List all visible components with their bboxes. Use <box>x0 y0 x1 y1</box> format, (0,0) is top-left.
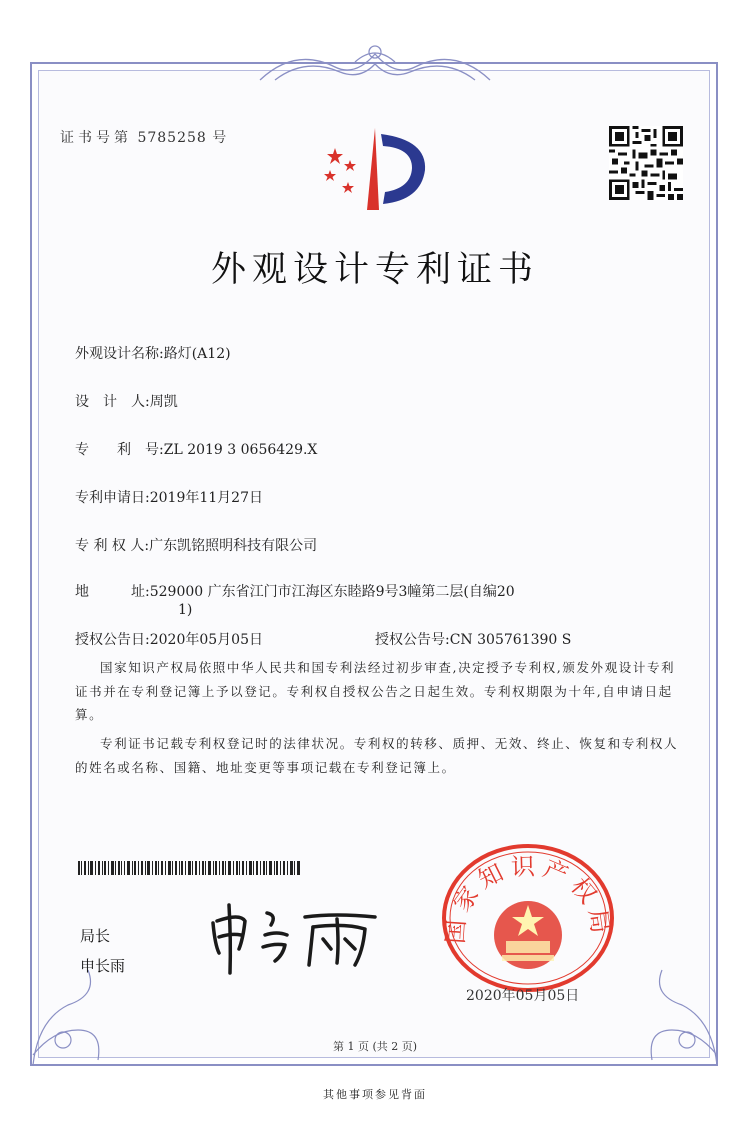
field-value: 2020年05月05日 <box>149 632 263 648</box>
field-patentee <box>75 535 317 555</box>
field-label: 专 利 权 人: <box>75 538 150 554</box>
field-value: CN 305761390 S <box>449 632 572 648</box>
field-label: 外观设计名称: <box>75 346 164 362</box>
field-label: 专利申请日: <box>75 490 150 506</box>
seal-text-path: 国家知识产权局 <box>441 852 616 945</box>
footer-note: 其他事项参见背面 <box>323 1088 427 1101</box>
signatory-name: 申长雨 <box>80 957 126 975</box>
field-label: 授权公告日: <box>75 632 150 648</box>
signature-icon <box>205 895 385 975</box>
field-label: 专 利 号: <box>75 442 164 458</box>
statement-paragraph-1: 国家知识产权局依照中华人民共和国专利法经过初步审查,决定授予专利权,颁发外观设计专利证书并在专利登记簿上予以登记。专利权自授权公告之日起生效。专利权期限为十年,自申请日起算。 <box>75 660 676 722</box>
top-ornament <box>255 42 495 87</box>
cnipa-logo-icon <box>315 120 435 215</box>
field-grant-date <box>75 629 263 649</box>
field-value: 529000 广东省江门市江海区东睦路9号3幢第二层(自编20 <box>149 584 515 600</box>
statement-paragraph-2: 专利证书记载专利权登记时的法律状况。专利权的转移、质押、无效、终止、恢复和专利权人的姓名或名称、国籍、地址变更等事项记载在专利登记簿上。 <box>75 736 679 775</box>
seal-text <box>440 843 616 993</box>
field-value: 路灯(A12) <box>163 346 231 362</box>
field-address <box>75 581 515 601</box>
field-designer <box>75 391 178 411</box>
certificate-number-suffix: 号 <box>212 130 228 146</box>
seal-date: 2020年05月05日 <box>466 988 580 1004</box>
field-filing-date <box>75 487 263 507</box>
field-value: ZL 2019 3 0656429.X <box>163 442 318 458</box>
barcode-icon <box>78 861 300 875</box>
field-design-name <box>75 343 231 363</box>
certificate-number-label: 证书号第 <box>60 130 132 146</box>
field-value: 周凯 <box>149 394 178 410</box>
field-value: 广东凯铭照明科技有限公司 <box>149 538 318 554</box>
qr-code-icon <box>609 126 683 200</box>
field-grant-number <box>375 629 571 649</box>
field-label: 地 址: <box>75 584 150 600</box>
signatory-title: 局长 <box>80 927 111 945</box>
certificate-number <box>60 127 227 147</box>
svg-text:国家知识产权局 <box>441 852 615 944</box>
certificate-number-value: 5785258 <box>137 130 207 146</box>
certificate-title: 外观设计专利证书 <box>210 250 539 290</box>
field-value: 2019年11月27日 <box>149 490 263 506</box>
field-patent-number <box>75 439 317 459</box>
field-address-continued: 1) <box>178 602 193 618</box>
field-label: 设 计 人: <box>75 394 150 410</box>
field-label: 授权公告号: <box>375 632 450 648</box>
page-number: 第 1 页 (共 2 页) <box>332 1040 418 1053</box>
